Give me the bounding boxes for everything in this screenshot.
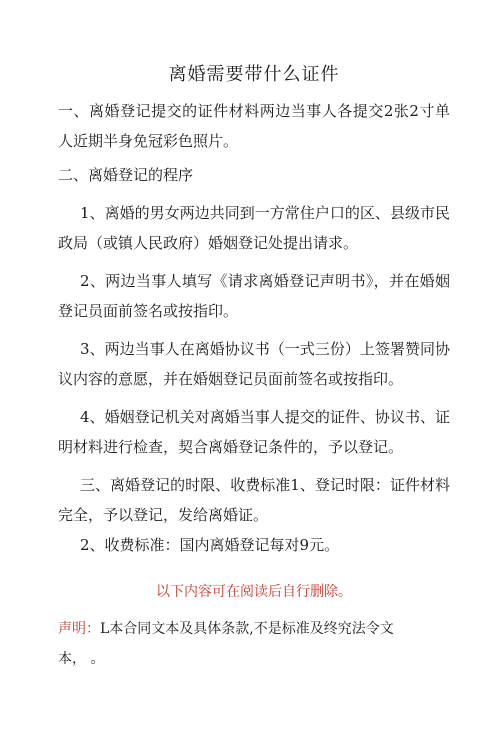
section-2-heading: 二、离婚登记的程序: [58, 166, 194, 184]
procedure-step-3: 3、两边当事人在离婚协议书（一式三份）上签署赞同协议内容的意愿，并在婚姻登记员面前签名或按指印。: [58, 340, 450, 388]
section-3-paragraph: 三、离婚登记的时限、收费标准1、登记时限：证件材料完全，予以登记，发给离婚证。: [58, 476, 450, 524]
disclaimer-label: 声明：: [58, 621, 100, 637]
disclaimer-text: L本合同文本及具体条款,不是标准及终究法令文本， 。: [58, 621, 394, 667]
procedure-step-4: 4、婚姻登记机关对离婚当事人提交的证件、协议书、证明材料进行检查，契合离婚登记条件的，予以登记。: [58, 408, 450, 456]
deletable-note: 以下内容可在阅读后自行删除。: [156, 584, 352, 600]
disclaimer-paragraph: [58, 614, 450, 674]
document-title: 离婚需要带什么证件: [168, 64, 340, 85]
section-1-paragraph: 一、离婚登记提交的证件材料两边当事人各提交2张2寸单人近期半身免冠彩色照片。: [58, 102, 450, 150]
fee-standard-paragraph: 2、收费标准：国内离婚登记每对9元。: [80, 536, 340, 554]
procedure-step-2: 2、两边当事人填写《请求离婚登记声明书》，并在婚姻登记员面前签名或按指印。: [58, 272, 450, 320]
procedure-step-1: 1、离婚的男女两边共同到一方常住户口的区、县级市民政局（或镇人民政府）婚姻登记处提出请求。: [58, 204, 450, 252]
